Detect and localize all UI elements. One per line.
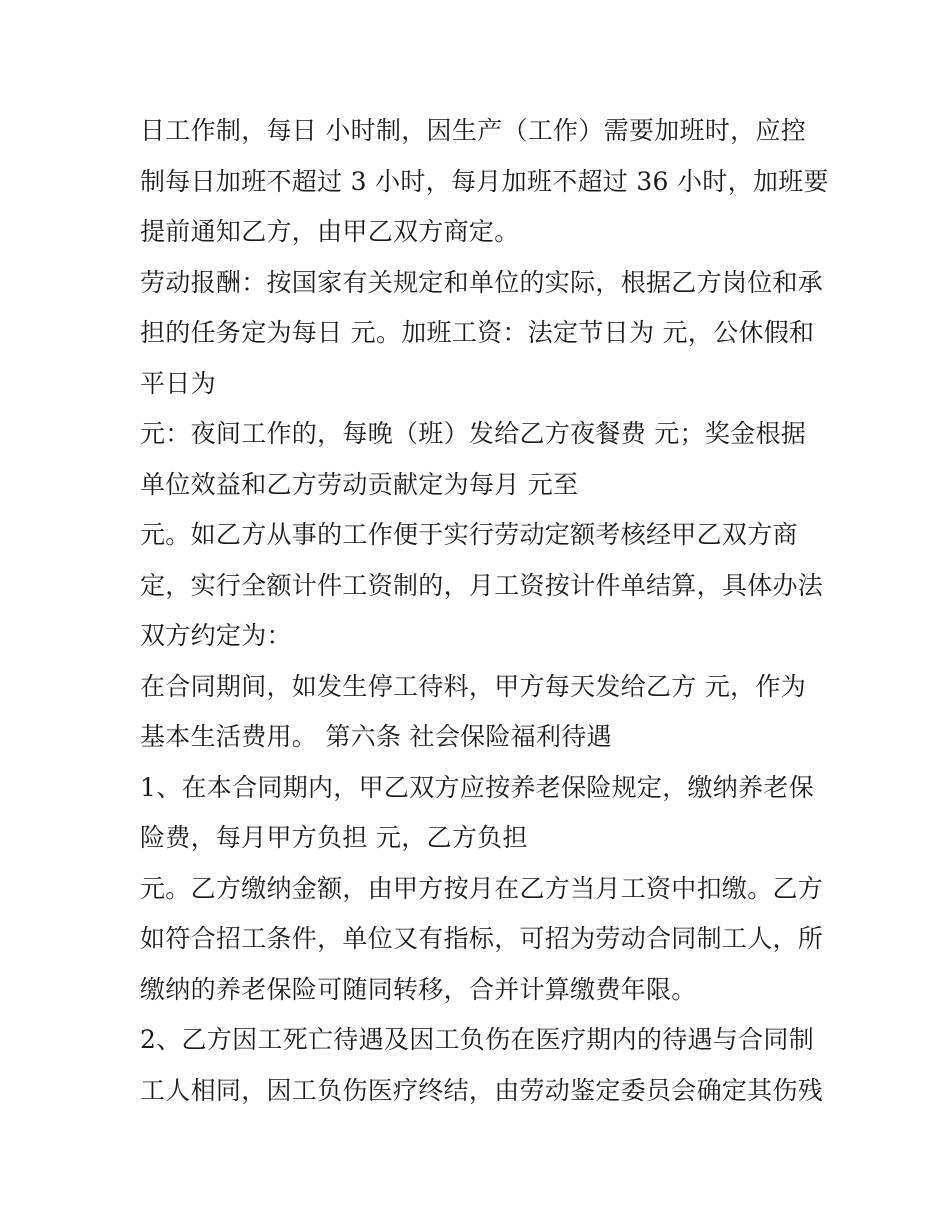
text-line: 劳动报酬：按国家有关规定和单位的实际，根据乙方岗位和承 [140, 267, 824, 297]
text-line: 平日为 [140, 368, 216, 398]
text-line: 担的任务定为每日 元。加班工资：法定节日为 元，公休假和 [140, 318, 815, 347]
text-line: 险费，每月甲方负担 元，乙方负担 [140, 823, 528, 852]
text-line: 元。如乙方从事的工作便于实行劳动定额考核经甲乙双方商 [140, 520, 798, 549]
text-line: 定，实行全额计件工资制的，月工资按计件单结算，具体办法 [140, 570, 824, 600]
text-line: 日工作制，每日 小时制，因生产（工作）需要加班时，应控 [140, 116, 807, 145]
contract-text-body [140, 106, 830, 1116]
text-line: 单位效益和乙方劳动贡献定为每月 元至 [140, 469, 579, 499]
text-line: 制每日加班不超过 3 小时，每月加班不超过 36 小时，加班要 [140, 166, 829, 196]
text-line: 基本生活费用。 第六条 社会保险福利待遇 [140, 722, 612, 751]
text-line: 在合同期间，如发生停工待料，甲方每天发给乙方 元，作为 [140, 671, 807, 701]
text-line: 缴纳的养老保险可随同转移，合并计算缴费年限。 [140, 974, 697, 1004]
text-line: 2、乙方因工死亡待遇及因工负伤在医疗期内的待遇与合同制 [140, 1025, 815, 1054]
text-line: 工人相同，因工负伤医疗终结，由劳动鉴定委员会确定其伤残 [140, 1075, 824, 1105]
text-line: 1、在本合同期内，甲乙双方应按养老保险规定，缴纳养老保 [140, 772, 815, 802]
text-line: 元：夜间工作的，每晚（班）发给乙方夜餐费 元；奖金根据 [140, 419, 807, 448]
text-line: 提前通知乙方，由甲乙双方商定。 [140, 217, 520, 246]
text-line: 双方约定为： [140, 621, 292, 650]
text-line: 如符合招工条件，单位又有指标，可招为劳动合同制工人，所 [140, 924, 824, 953]
text-line: 元。乙方缴纳金额，由甲方按月在乙方当月工资中扣缴。乙方 [140, 873, 824, 903]
